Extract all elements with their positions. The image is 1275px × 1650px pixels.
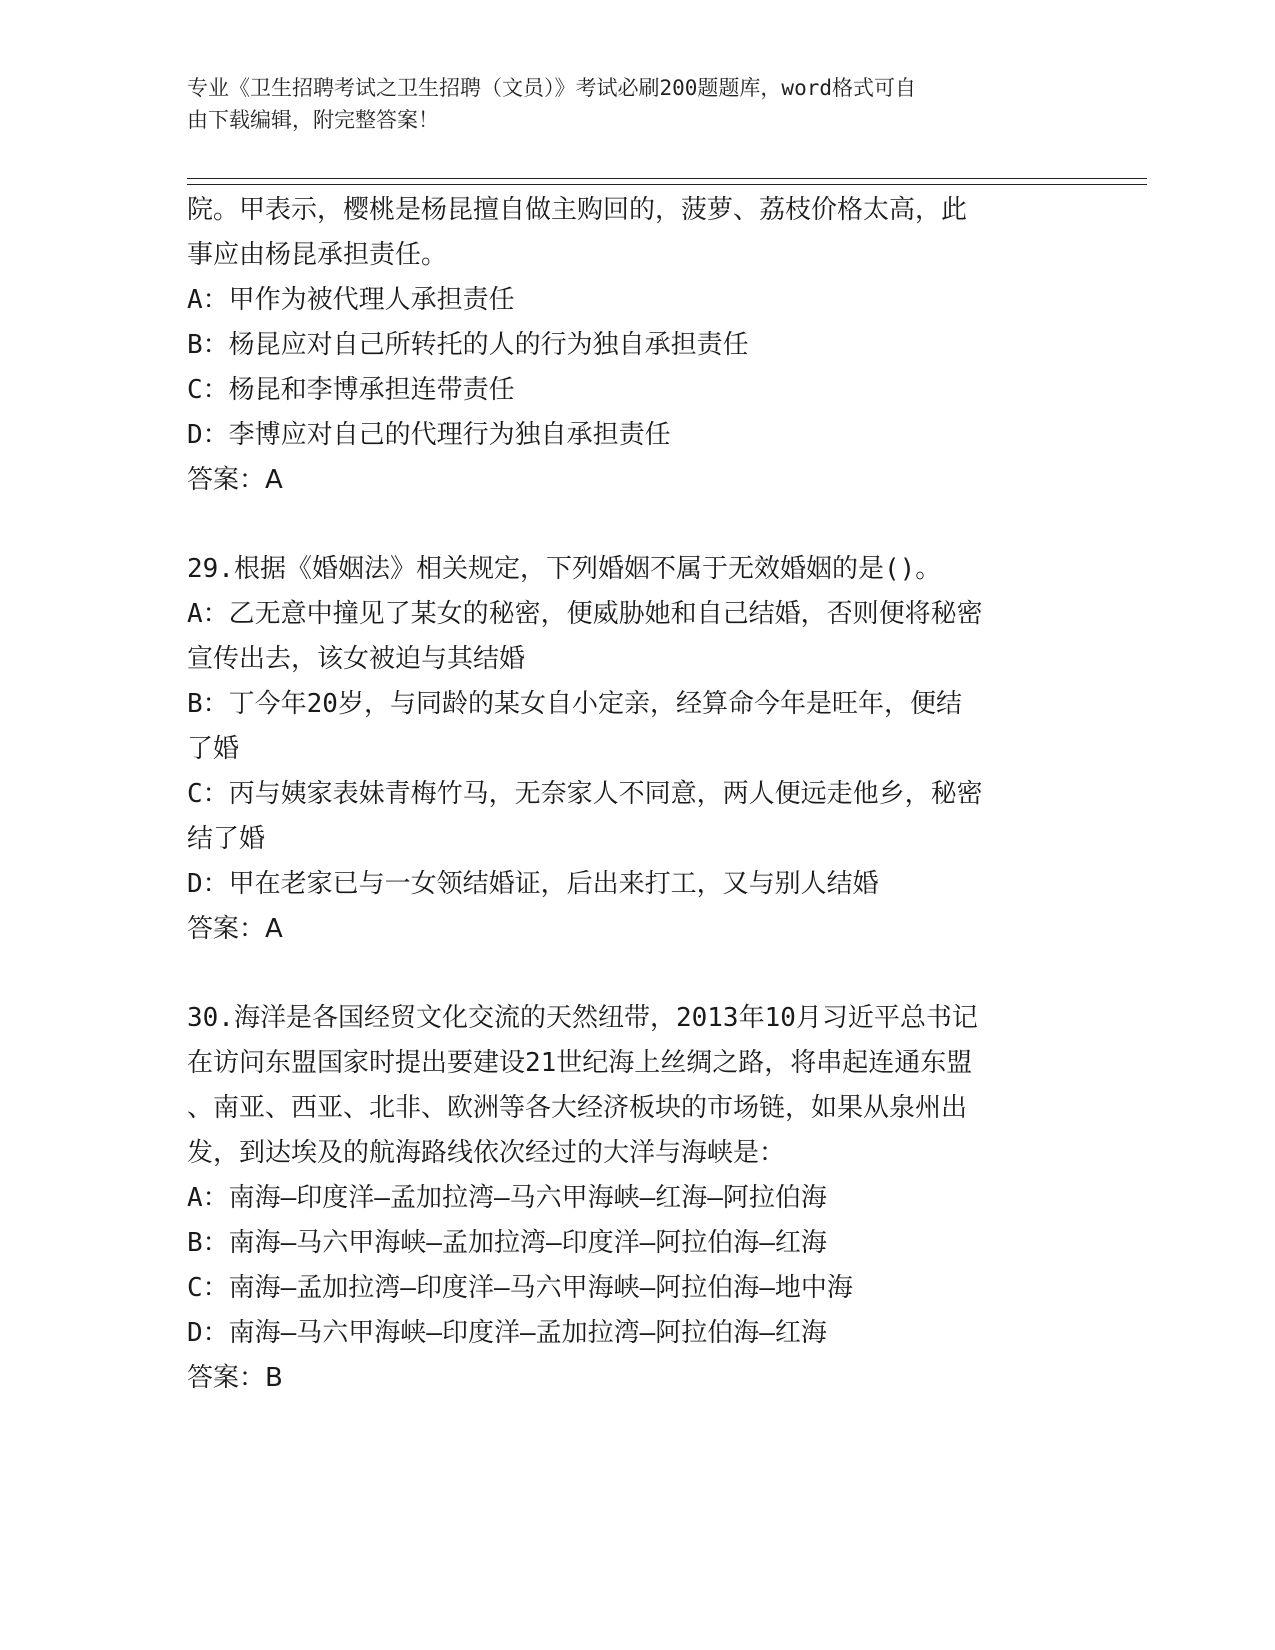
- question-text: 事应由杨昆承担责任。: [187, 240, 448, 270]
- spacer: [187, 503, 1067, 547]
- question-30: [187, 996, 1067, 1401]
- option-b-continued: 了婚: [187, 734, 240, 764]
- question-continued: [187, 188, 1067, 503]
- header-rule-bottom: [187, 184, 1147, 185]
- question-text: 29.根据《婚姻法》相关规定，下列婚姻不属于无效婚姻的是()。: [187, 554, 942, 584]
- question-text: 30.海洋是各国经贸文化交流的天然纽带，2013年10月习近平总书记: [187, 1003, 978, 1033]
- question-text: 院。甲表示，樱桃是杨昆擅自做主购回的，菠萝、荔枝价格太高，此: [187, 195, 968, 225]
- question-29: [187, 547, 1067, 952]
- document-body: [187, 188, 1067, 1401]
- option-d: D：甲在老家已与一女领结婚证，后出来打工，又与别人结婚: [187, 869, 879, 899]
- option-a: A：甲作为被代理人承担责任: [187, 285, 515, 315]
- option-d: D：南海—马六甲海峡—印度洋—孟加拉湾—阿拉伯海—红海: [187, 1318, 827, 1348]
- option-c-continued: 结了婚: [187, 824, 266, 854]
- answer-label: 答案：A: [187, 914, 283, 944]
- option-c: C：杨昆和李博承担连带责任: [187, 375, 515, 405]
- option-a: A：南海—印度洋—孟加拉湾—马六甲海峡—红海—阿拉伯海: [187, 1183, 827, 1213]
- header-rule-top: [187, 178, 1147, 179]
- document-header: [187, 72, 1067, 136]
- option-d: D：李博应对自己的代理行为独自承担责任: [187, 420, 671, 450]
- question-text: 发，到达埃及的航海路线依次经过的大洋与海峡是：: [187, 1138, 786, 1168]
- answer-label: 答案：B: [187, 1363, 283, 1393]
- option-a: A：乙无意中撞见了某女的秘密，便威胁她和自己结婚，否则便将秘密: [187, 599, 983, 629]
- spacer: [187, 952, 1067, 996]
- question-text: 、南亚、西亚、北非、欧洲等各大经济板块的市场链，如果从泉州出: [187, 1093, 968, 1123]
- option-c: C：南海—孟加拉湾—印度洋—马六甲海峡—阿拉伯海—地中海: [187, 1273, 853, 1303]
- option-b: B：杨昆应对自己所转托的人的行为独自承担责任: [187, 330, 749, 360]
- option-b: B：南海—马六甲海峡—孟加拉湾—印度洋—阿拉伯海—红海: [187, 1228, 827, 1258]
- option-a-continued: 宣传出去，该女被迫与其结婚: [187, 644, 526, 674]
- header-line-2: 由下载编辑，附完整答案！: [187, 108, 439, 132]
- option-c: C：丙与姨家表妹青梅竹马，无奈家人不同意，两人便远走他乡，秘密: [187, 779, 983, 809]
- header-line-1: 专业《卫生招聘考试之卫生招聘（文员）》考试必刷200题题库，word格式可自: [187, 76, 916, 100]
- answer-label: 答案：A: [187, 465, 283, 495]
- option-b: B：丁今年20岁，与同龄的某女自小定亲，经算命今年是旺年，便结: [187, 689, 962, 719]
- question-text: 在访问东盟国家时提出要建设21世纪海上丝绸之路，将串起连通东盟: [187, 1048, 973, 1078]
